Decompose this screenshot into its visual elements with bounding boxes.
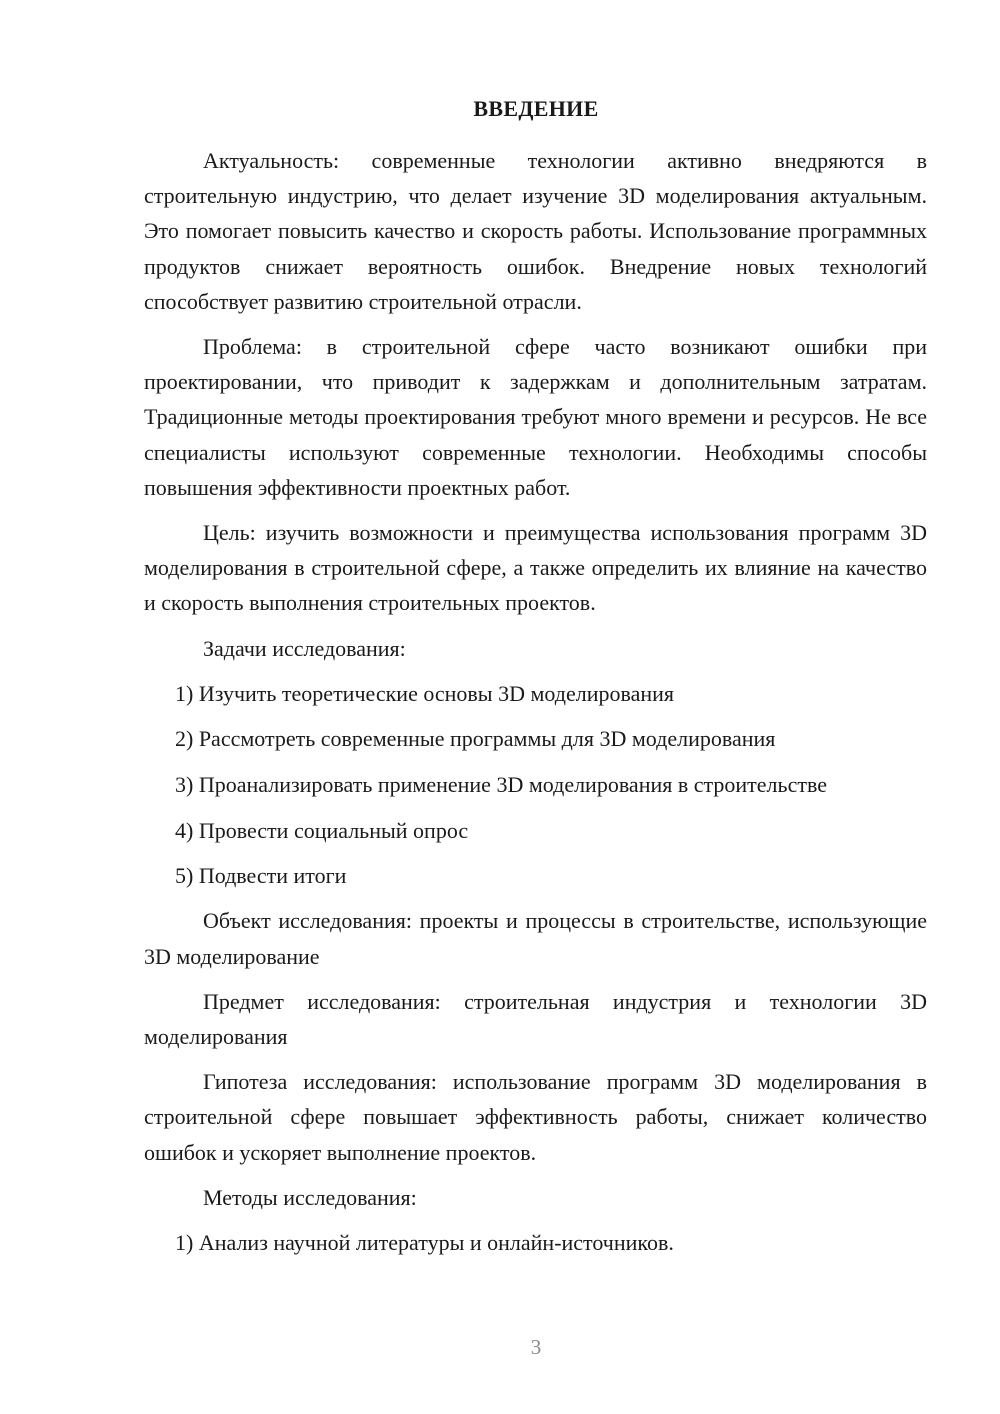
goal-paragraph: Цель: изучить возможности и преимущества использования программ 3D моделирования в строительной сфере, а также определить их влияние на качество и скорость выполнения строительных проектов. [144,520,927,616]
task-list-item: 1) Изучить теоретические основы 3D моделирования [175,680,674,706]
methods-heading: Методы исследования: [203,1184,417,1210]
object-paragraph: Объект исследования: проекты и процессы в строительстве, использующие 3D моделирование [144,908,927,969]
document-body [144,143,927,1271]
tasks-heading: Задачи исследования: [203,635,406,661]
task-list-item: 2) Рассмотреть современные программы для 3D моделирования [175,726,776,752]
subject-paragraph: Предмет исследования: строительная индустрия и технологии 3D моделирования [144,988,927,1050]
hypothesis-paragraph: Гипотеза исследования: использование программ 3D моделирования в строительной сфере повышает эффективность работы, снижает количество ошибок и ускоряет выполнение проектов. [144,1069,927,1165]
task-list-item: 5) Подвести итоги [175,863,347,889]
task-list-item: 4) Провести социальный опрос [175,817,469,843]
relevance-paragraph: Актуальность: современные технологии активно внедряются в строительную индустрию, что делает изучение 3D моделирования актуальным. Это помогает повысить качество и скорость работы. Использование программных продуктов снижает вероятность ошибок. Внедрение новых технологий способствует развитию строительной отрасли. [144,148,927,314]
task-list-item: 3) Проанализировать применение 3D моделирования в строительстве [175,772,827,798]
problem-paragraph: Проблема: в строительной сфере часто возникают ошибки при проектировании, что приводит к задержкам и дополнительным затратам. Традиционные методы проектирования требуют много времени и ресурсов. Не все специалисты используют современные технологии. Необходимы способы повышения эффективности проектных работ. [144,334,927,500]
section-title: ВВЕДЕНИЕ [473,96,599,121]
page-number: 3 [530,1335,542,1359]
method-list-item: 1) Анализ научной литературы и онлайн-источников. [175,1230,674,1256]
